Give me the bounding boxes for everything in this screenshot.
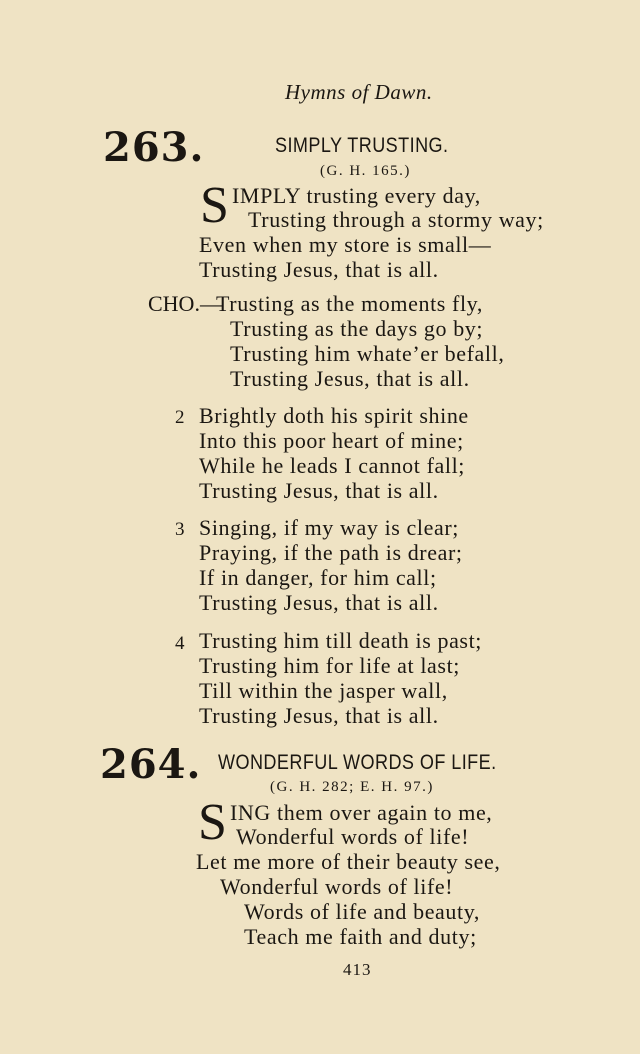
verse-3-line-3: If in danger, for him call; — [199, 565, 437, 590]
chorus-line-3: Trusting him whate’er befall, — [230, 341, 505, 366]
running-head: Hymns of Dawn. — [285, 80, 433, 104]
verse-2-line-4: Trusting Jesus, that is all. — [199, 478, 439, 503]
chorus-line-2: Trusting as the days go by; — [230, 316, 484, 341]
page-number: 413 — [343, 960, 372, 979]
hymn-title-263: SIMPLY TRUSTING. — [275, 134, 449, 157]
verse-2-line-1: Brightly doth his spirit shine — [199, 403, 469, 428]
verse-4-line-4: Trusting Jesus, that is all. — [199, 703, 439, 728]
verse-1-line-3: Even when my store is small— — [199, 232, 492, 257]
verse-4-line-2: Trusting him for life at last; — [199, 653, 461, 678]
chorus-line-4: Trusting Jesus, that is all. — [230, 366, 470, 391]
verse-1-line-4: Trusting Jesus, that is all. — [199, 257, 439, 282]
hymn-title-264: WONDERFUL WORDS OF LIFE. — [218, 751, 497, 774]
verse-3-line-2: Praying, if the path is drear; — [199, 540, 463, 565]
hymn-number-264: 264. — [100, 741, 202, 788]
verse-number-3: 3 — [175, 519, 185, 540]
drop-cap-264: S — [198, 794, 227, 851]
hymn-264-line-2: Wonderful words of life! — [236, 824, 470, 849]
chorus-label: CHO.— — [148, 291, 222, 316]
verse-2-line-3: While he leads I cannot fall; — [199, 453, 466, 478]
verse-2-line-2: Into this poor heart of mine; — [199, 428, 464, 453]
verse-4-line-3: Till within the jasper wall, — [199, 678, 448, 703]
verse-4-line-1: Trusting him till death is past; — [199, 628, 483, 653]
verse-1-line-1: IMPLY trusting every day, — [232, 183, 481, 208]
hymn-reference-264: (G. H. 282; E. H. 97.) — [270, 779, 434, 795]
hymn-264-line-4: Wonderful words of life! — [220, 874, 454, 899]
chorus-line-1: Trusting as the moments fly, — [216, 291, 483, 316]
verse-3-line-4: Trusting Jesus, that is all. — [199, 590, 439, 615]
verse-1-line-2: Trusting through a stormy way; — [248, 207, 544, 232]
hymn-264-line-5: Words of life and beauty, — [244, 899, 481, 924]
hymn-reference-263: (G. H. 165.) — [320, 163, 411, 179]
hymn-264-line-3: Let me more of their beauty see, — [196, 849, 501, 874]
hymn-number-263: 263. — [103, 124, 205, 171]
hymn-264-line-1: ING them over again to me, — [230, 800, 493, 825]
hymn-264-line-6: Teach me faith and duty; — [244, 924, 477, 949]
drop-cap-263: S — [200, 177, 229, 234]
verse-number-2: 2 — [175, 407, 185, 428]
verse-3-line-1: Singing, if my way is clear; — [199, 515, 459, 540]
verse-number-4: 4 — [175, 633, 185, 654]
